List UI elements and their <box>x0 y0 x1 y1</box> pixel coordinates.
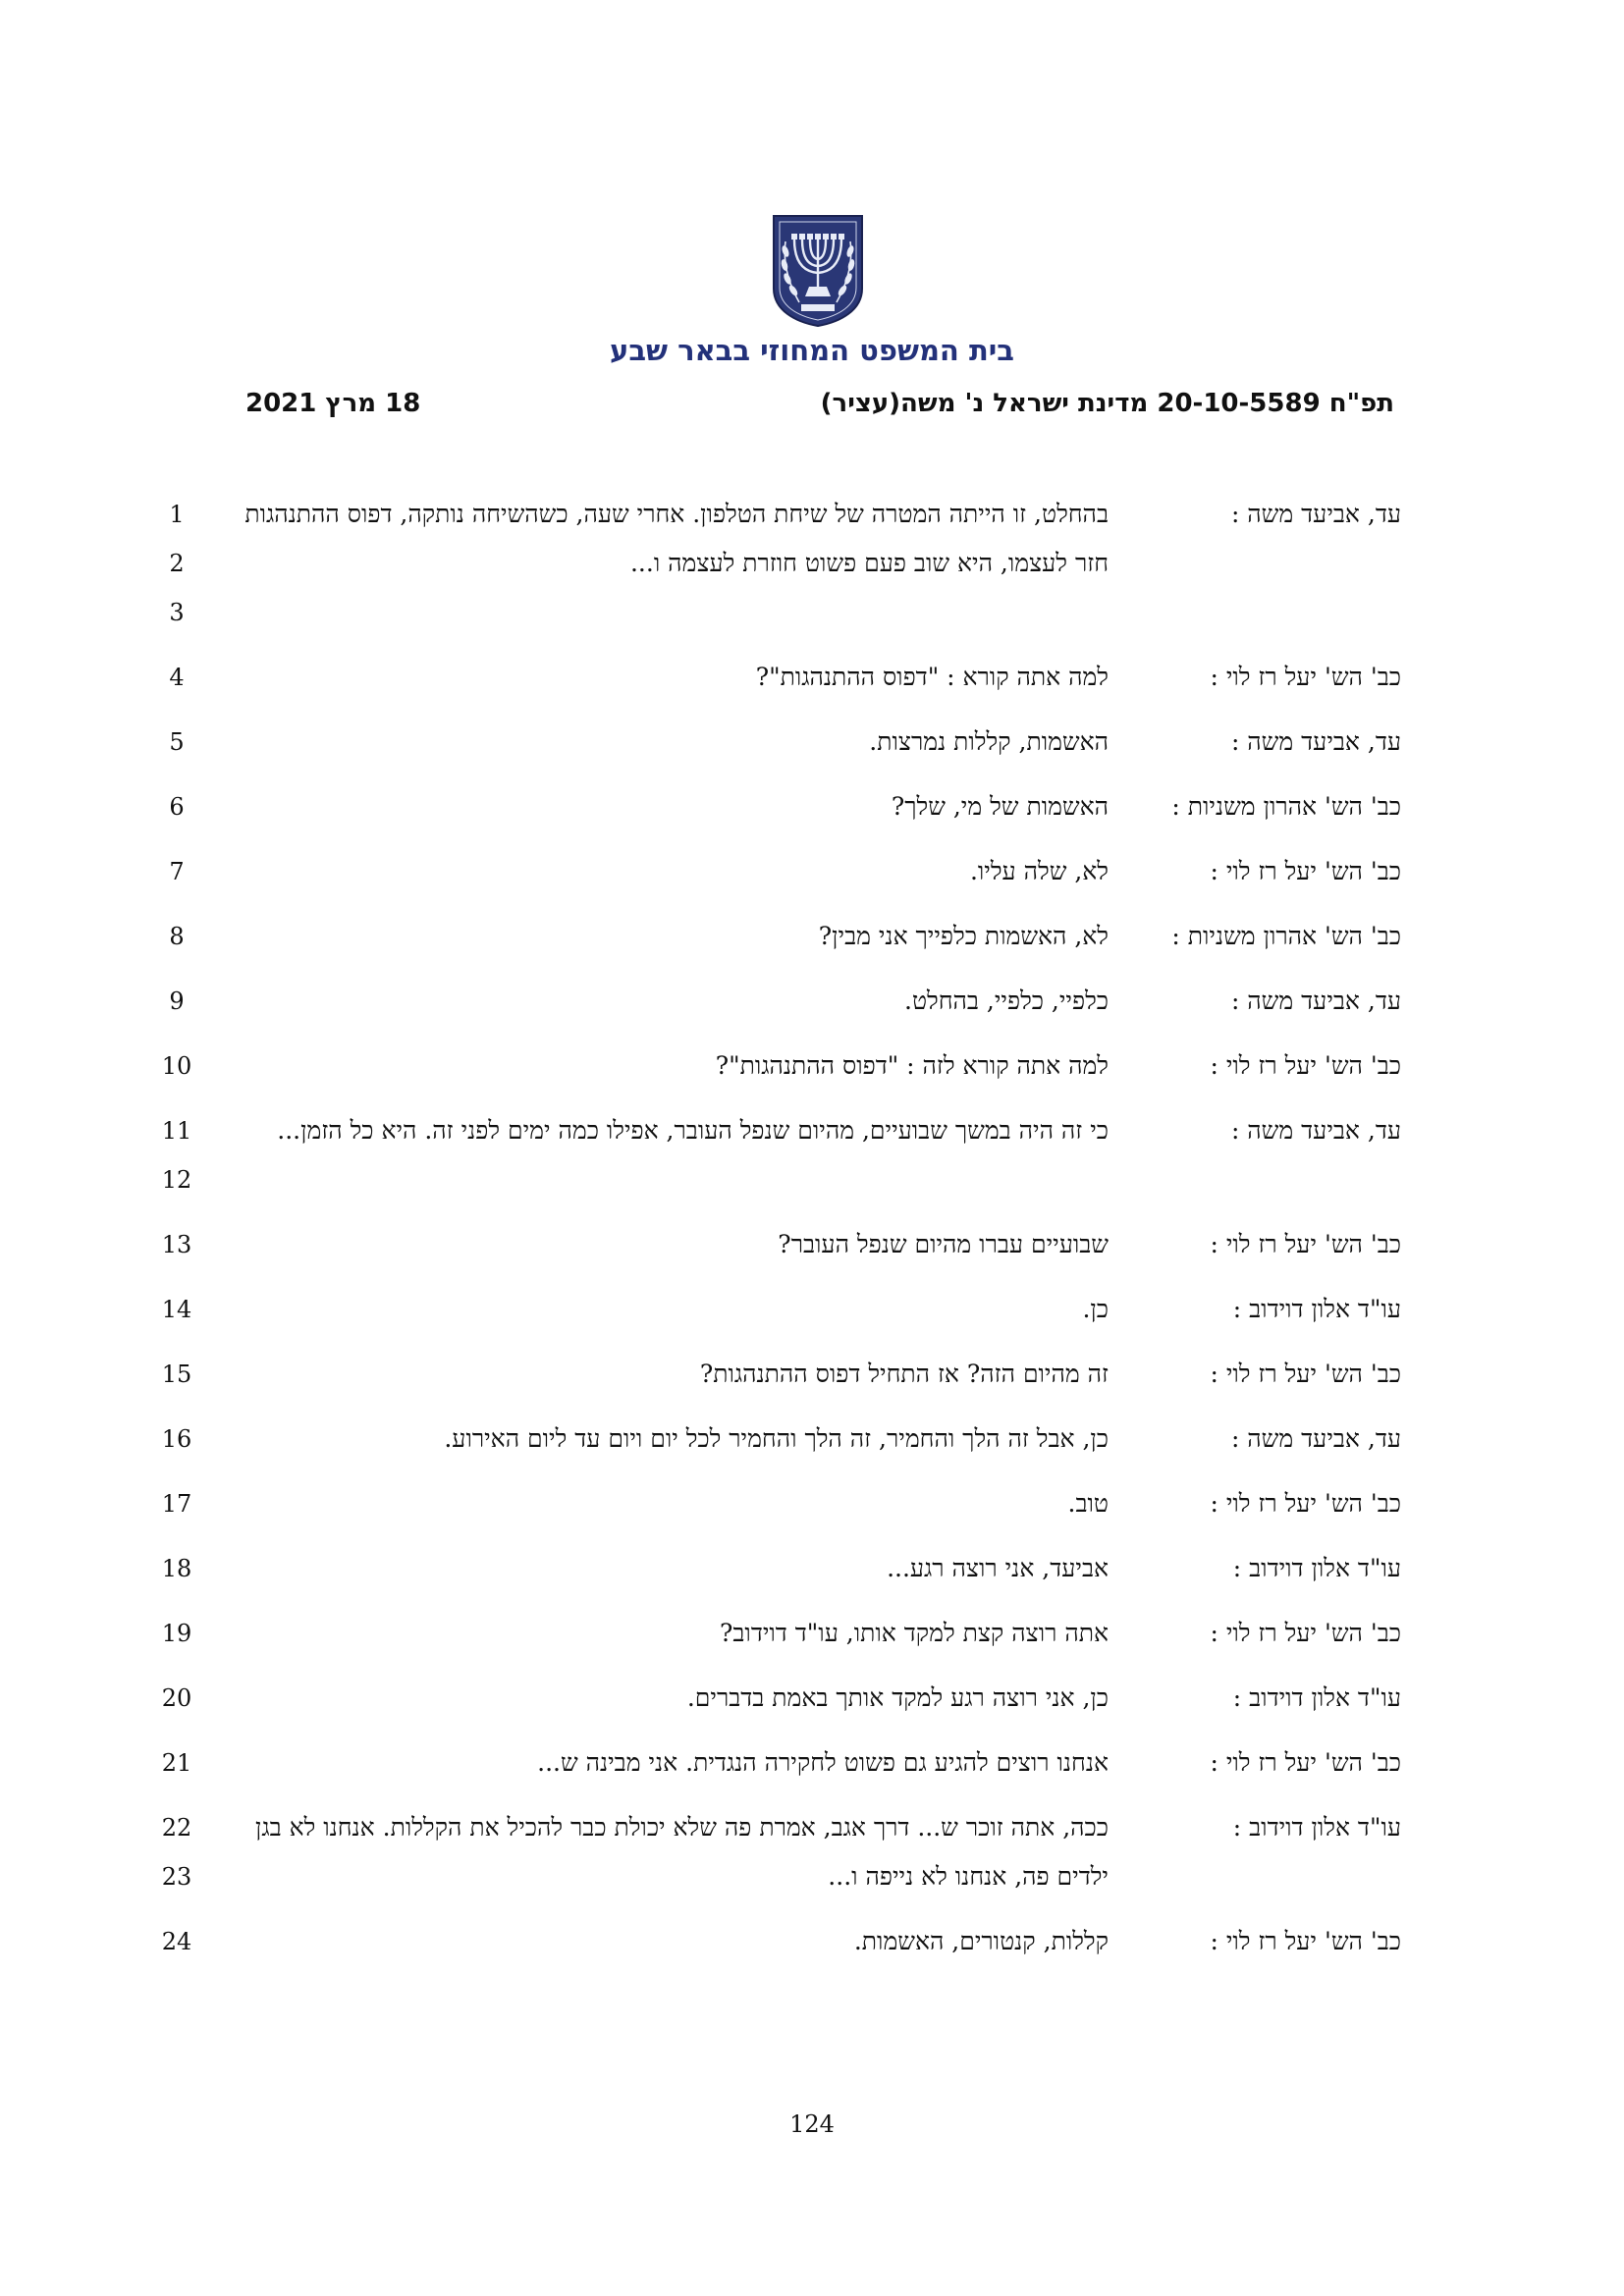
speech-text: לא, שלה עליו. <box>969 857 1109 885</box>
line-numbers <box>147 718 206 767</box>
court-name: בית המשפט המחוזי בבאר שבע <box>610 334 1014 367</box>
line-numbers <box>147 1738 206 1788</box>
line-number: 13 <box>161 1231 192 1258</box>
speech-text: לא, האשמות כלפייך אני מבין? <box>818 922 1109 950</box>
speech-text: אנחנו רוצים להגיע גם פשוט לחקירה הנגדית. אני מבינה ש... <box>537 1748 1109 1777</box>
speaker-label: עד, אביעד משה : <box>1230 727 1401 756</box>
page-number: 124 <box>789 2110 835 2138</box>
hearing-date: 18 מרץ 2021 <box>245 389 421 418</box>
line-number: 10 <box>161 1052 192 1080</box>
speech-text: כן, אבל זה הלך והחמיר, זה הלך והחמיר לכל יום ויום עד ליום האירוע. <box>444 1424 1109 1453</box>
speaker-label: עד, אביעד משה : <box>1230 987 1401 1015</box>
line-numbers <box>147 653 206 702</box>
line-number: 7 <box>169 858 185 885</box>
line-number: 6 <box>169 793 185 821</box>
line-number: 2 <box>169 550 185 577</box>
line-number: 1 <box>169 501 185 528</box>
speaker-label: כב' הש' יעל רז לוי : <box>1210 1619 1401 1647</box>
line-numbers <box>147 1285 206 1334</box>
line-number: 15 <box>161 1361 192 1388</box>
speech-text: שבועיים עברו מהיום שנפל העובר? <box>778 1230 1109 1258</box>
speech-text: כן, אני רוצה רגע למקד אותך באמת בדברים. <box>686 1683 1109 1712</box>
line-number: 8 <box>169 923 185 950</box>
speech-text: למה אתה קורא : "דפוס ההתנהגות"? <box>755 663 1109 691</box>
line-number: 14 <box>161 1296 192 1323</box>
line-numbers <box>147 1041 206 1091</box>
line-number: 5 <box>169 728 185 756</box>
line-number: 18 <box>161 1555 192 1582</box>
speech-text: אתה רוצה קצת למקד אותו, עו"ד דוידוב? <box>719 1619 1109 1647</box>
speaker-label: כב' הש' יעל רז לוי : <box>1210 1748 1401 1777</box>
speaker-label: עו"ד אלון דוידוב : <box>1232 1813 1401 1842</box>
speaker-label: כב' הש' יעל רז לוי : <box>1210 857 1401 885</box>
line-numbers <box>147 1803 206 1901</box>
line-number: 16 <box>161 1425 192 1453</box>
speaker-label: כב' הש' יעל רז לוי : <box>1210 1360 1401 1388</box>
line-number: 3 <box>169 599 185 626</box>
speech-text: אביעד, אני רוצה רגע... <box>887 1554 1109 1582</box>
line-numbers <box>147 912 206 961</box>
speaker-label: כב' הש' אהרון משניות : <box>1171 922 1401 950</box>
speech-text: האשמות של מי, שלך? <box>891 792 1109 821</box>
case-header <box>245 389 1394 432</box>
speaker-label: עד, אביעד משה : <box>1230 1424 1401 1453</box>
line-numbers <box>147 1350 206 1399</box>
line-numbers <box>147 977 206 1026</box>
line-number: 9 <box>169 988 185 1015</box>
line-number: 22 <box>161 1814 192 1842</box>
speech-text: כי זה היה במשך שבועיים, מהיום שנפל העובר, אפילו כמה ימים לפני זה. היא כל הזמן... <box>277 1116 1109 1145</box>
line-numbers <box>147 1609 206 1658</box>
line-number: 21 <box>161 1749 192 1777</box>
speech-text: זה מהיום הזה? אז התחיל דפוס ההתנהגות? <box>699 1360 1109 1388</box>
line-number: 17 <box>161 1490 192 1518</box>
speaker-label: עו"ד אלון דוידוב : <box>1232 1554 1401 1582</box>
line-number: 11 <box>161 1117 192 1145</box>
line-numbers <box>147 1917 206 1966</box>
line-number: 24 <box>161 1928 192 1955</box>
speech-text: ככה, אתה זוכר ש... דרך אגב, אמרת פה שלא יכולת כבר להכיל את הקללות. אנחנו לא בגן ילדים פה, אנחנו לא נייפה ו... <box>254 1813 1109 1891</box>
line-numbers <box>147 1415 206 1464</box>
speaker-label: עו"ד אלון דוידוב : <box>1232 1295 1401 1323</box>
speech-text: למה אתה קורא לזה : "דפוס ההתנהגות"? <box>715 1051 1109 1080</box>
line-numbers <box>147 1220 206 1269</box>
line-number: 23 <box>161 1863 192 1891</box>
line-number: 4 <box>169 664 185 691</box>
speaker-label: עד, אביעד משה : <box>1230 500 1401 528</box>
speech-text: האשמות, קללות נמרצות. <box>869 727 1109 756</box>
line-numbers <box>147 490 206 637</box>
line-numbers <box>147 782 206 831</box>
line-numbers <box>147 1479 206 1528</box>
speaker-label: עד, אביעד משה : <box>1230 1116 1401 1145</box>
speech-text: כן. <box>1082 1295 1109 1323</box>
menorah-emblem-icon <box>770 212 866 328</box>
speaker-label: כב' הש' יעל רז לוי : <box>1210 1230 1401 1258</box>
line-number: 20 <box>161 1684 192 1712</box>
line-numbers <box>147 1544 206 1593</box>
speaker-label: כב' הש' יעל רז לוי : <box>1210 1927 1401 1955</box>
line-numbers <box>147 847 206 896</box>
speaker-label: כב' הש' יעל רז לוי : <box>1210 1051 1401 1080</box>
speaker-label: כב' הש' יעל רז לוי : <box>1210 663 1401 691</box>
speaker-label: כב' הש' אהרון משניות : <box>1171 792 1401 821</box>
speech-text: בהחלט, זו הייתה המטרה של שיחת הטלפון. אחרי שעה, כשהשיחה נותקה, דפוס ההתנהגות חזר לעצמו, היא שוב פעם פשוט חוזרת לעצמה ו... <box>244 500 1109 577</box>
line-number: 12 <box>161 1166 192 1194</box>
speech-text: קללות, קנטורים, האשמות. <box>853 1927 1109 1955</box>
speech-text: כלפיי, כלפיי, בהחלט. <box>904 987 1109 1015</box>
speaker-label: כב' הש' יעל רז לוי : <box>1210 1489 1401 1518</box>
case-title: תפ"ח 20-10-5589 מדינת ישראל נ' משה(עציר) <box>820 389 1394 418</box>
line-numbers <box>147 1106 206 1204</box>
speech-text: טוב. <box>1067 1489 1109 1518</box>
speaker-label: עו"ד אלון דוידוב : <box>1232 1683 1401 1712</box>
line-numbers <box>147 1674 206 1723</box>
line-number: 19 <box>161 1620 192 1647</box>
